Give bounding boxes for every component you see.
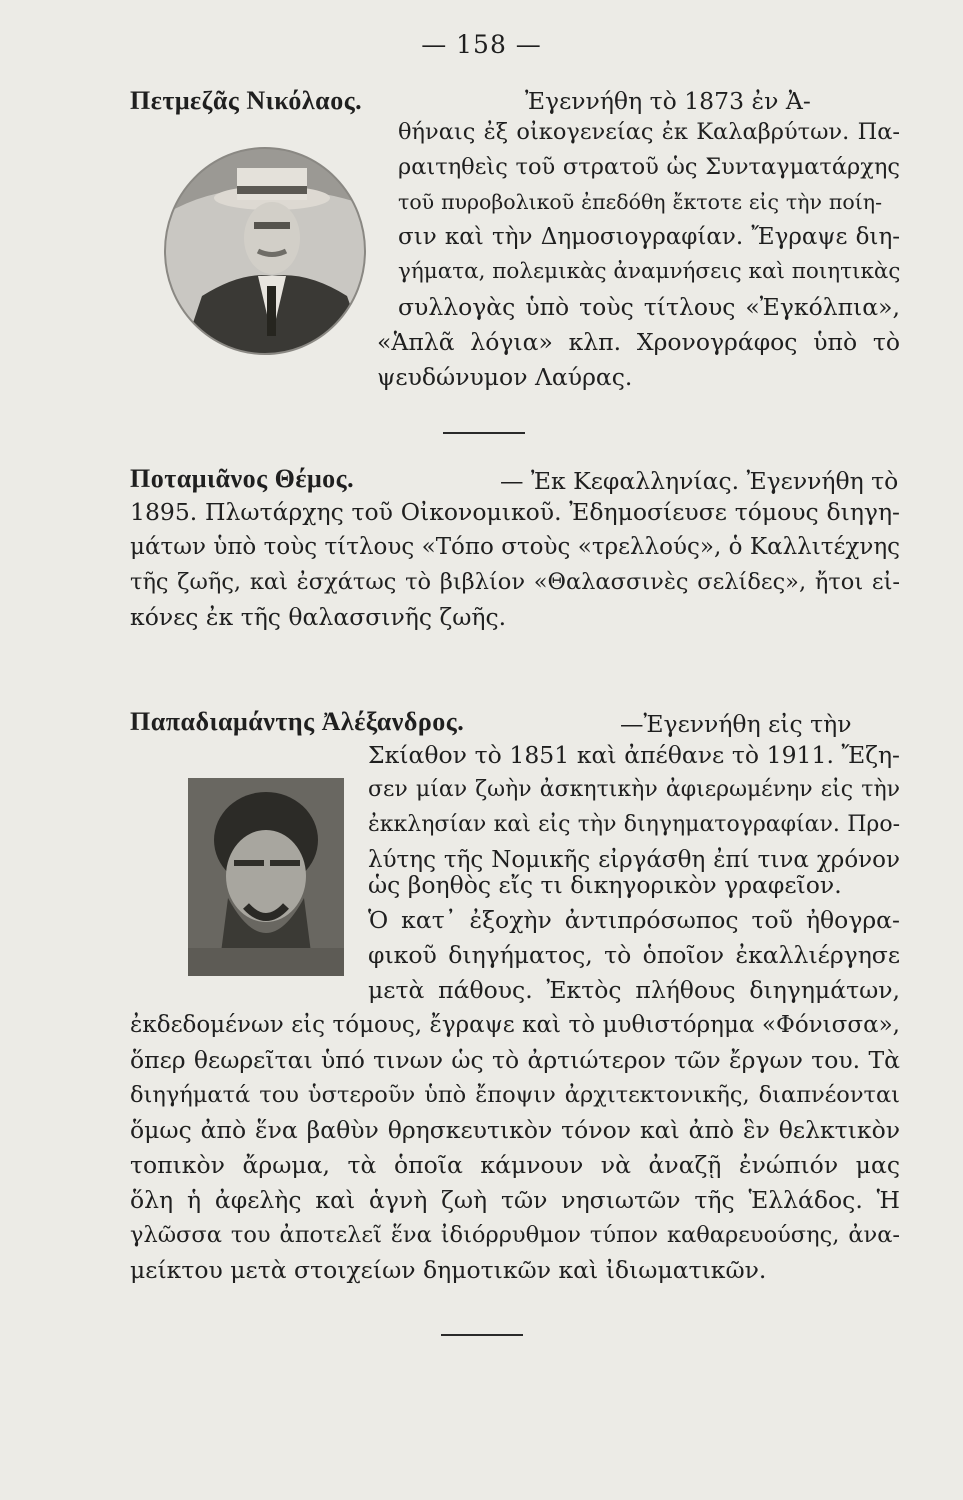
entry-3-line-3: σεν μίαν ζωὴν ἀσκητικὴν ἀφιερωμένην εἰς τὴν [368, 777, 900, 802]
entry-3-line-7: Ὁ κατ᾽ ἐξοχὴν ἀντιπρόσωπος τοῦ ἠθογρα- [368, 906, 900, 934]
entry-3-line-4: ἐκκλησίαν καὶ εἰς τὴν διηγηματογραφίαν. Προ- [368, 812, 900, 837]
entry-1-line-2: θήναις ἐξ οἰκογενείας ἐκ Καλαβρύτων. Πα- [398, 119, 900, 145]
entry-3-line-8: φικοῦ διηγήματος, τὸ ὁποῖον ἐκαλλιέργησε [368, 941, 900, 969]
entry-3-line-15: ὅλη ἡ ἀφελὴς καὶ ἁγνὴ ζωὴ τῶν νησιωτῶν τῆς Ἑλλάδος. Ἡ [130, 1186, 900, 1214]
entry-1-line-9: ψευδώνυμον Λαύρας. [377, 363, 633, 391]
entry-2-line-4: τῆς ζωῆς, καὶ ἐσχάτως τὸ βιβλίον «Θαλασσινὲς σελίδες», ἤτοι εἰ- [130, 569, 900, 595]
entry-3-line-13: ὅμως ἀπὸ ἕνα βαθὺν θρησκευτικὸν τόνον καὶ ἀπὸ ἓν θελκτικὸν [130, 1116, 900, 1144]
entry-2-line-3: μάτων ὑπὸ τοὺς τίτλους «Τόπο στοὺς «τρελλούς», ὁ Καλλιτέχνης [130, 534, 900, 560]
entry-3-line-2: Σκίαθον τὸ 1851 καὶ ἀπέθανε τὸ 1911. Ἔζη- [368, 741, 900, 769]
entry-3-line-9: μετὰ πάθους. Ἐκτὸς πλήθους διηγημάτων, [368, 976, 900, 1004]
entry-1-line-1: Ἐγεννήθη τὸ 1873 ἐν Ἀ- [525, 87, 811, 115]
portrait-photo-petmezas [162, 146, 368, 356]
entry-1-line-8: «Ἁπλᾶ λόγια» κλπ. Χρονογράφος ὑπὸ τὸ [377, 328, 900, 356]
entry-3-line-10: ἐκδεδομένων εἰς τόμους, ἔγραψε καὶ τὸ μυθιστόρημα «Φόνισσα», [130, 1012, 900, 1038]
entry-1-line-6: γήματα, πολεμικὰς ἀναμνήσεις καὶ ποιητικὰς [398, 259, 901, 284]
entry-3-line-12: διηγήματά του ὑστεροῦν ὑπὸ ἔποψιν ἀρχιτεκτονικῆς, διαπνέονται [130, 1082, 900, 1108]
entry-3-line-6: ὡς βοηθὸς εἴς τι δικηγορικὸν γραφεῖον. [368, 871, 842, 899]
separator-2 [441, 1334, 523, 1336]
portrait-photo-papadiamantis [188, 778, 344, 976]
entry-3-line-5: λύτης τῆς Νομικῆς εἰργάσθη ἐπί τινα χρόνον [368, 847, 900, 873]
entry-1-line-4: τοῦ πυροβολικοῦ ἐπεδόθη ἔκτοτε εἰς τὴν ποίη- [398, 190, 882, 214]
entry-3-line-14: τοπικὸν ἄρωμα, τὰ ὁποῖα κάμνουν νὰ ἀναζῇ ἐνώπιόν μας [130, 1151, 900, 1179]
entry-3-line-16: γλῶσσα του ἀποτελεῖ ἕνα ἰδιόρρυθμον τύπον καθαρευούσης, ἀνα- [130, 1222, 900, 1248]
entry-1-line-3: ραιτηθεὶς τοῦ στρατοῦ ὡς Συνταγματάρχης [398, 154, 900, 180]
separator-1 [443, 432, 525, 434]
entry-3-name: Παπαδιαμάντης Ἀλέξανδρος. [130, 707, 465, 736]
entry-1-name: Πετμεζᾶς Νικόλαος. [130, 86, 363, 115]
entry-3-line-11: ὅπερ θεωρεῖται ὑπό τινων ὡς τὸ ἀρτιώτερον τῶν ἔργων του. Τὰ [130, 1046, 900, 1074]
entry-2-name: Ποταμιᾶνος Θέμος. [130, 464, 355, 493]
entry-2-line-5: κόνες ἐκ τῆς θαλασσινῆς ζωῆς. [130, 603, 507, 631]
entry-2-line-1: — Ἐκ Κεφαλληνίας. Ἐγεννήθη τὸ [500, 467, 899, 495]
entry-1-line-5: σιν καὶ τὴν Δημοσιογραφίαν. Ἔγραψε διη- [398, 224, 900, 250]
page-number: — 158 — [421, 30, 542, 59]
entry-2-line-2: 1895. Πλωτάρχης τοῦ Οἰκονομικοῦ. Ἐδημοσίευσε τόμους διηγη- [130, 498, 900, 526]
entry-3-line-17: μείκτου μετὰ στοιχείων δημοτικῶν καὶ ἰδιωματικῶν. [130, 1256, 767, 1284]
entry-3-line-1: —Ἐγεννήθη εἰς τὴν [620, 710, 852, 738]
entry-1-line-7: συλλογὰς ὑπὸ τοὺς τίτλους «Ἐγκόλπια», [398, 293, 900, 321]
